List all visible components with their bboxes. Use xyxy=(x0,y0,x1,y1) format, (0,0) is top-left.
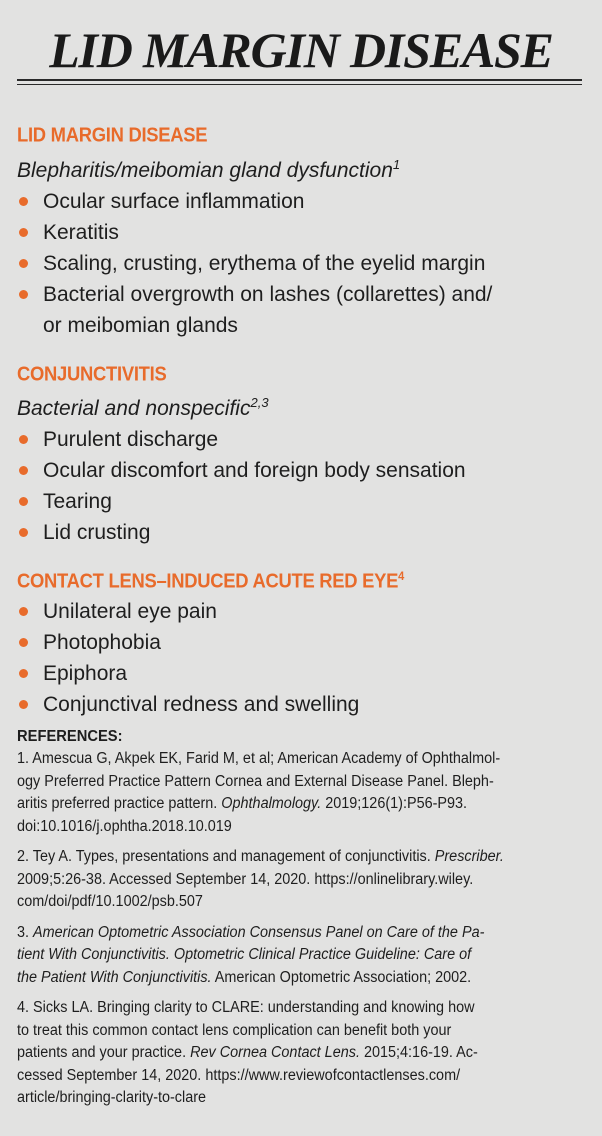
list-item: Keratitis xyxy=(17,217,589,248)
page-title: LID MARGIN DISEASE xyxy=(49,22,553,78)
bullet-list xyxy=(17,424,589,548)
list-item: Ocular surface inflammation xyxy=(17,186,589,217)
bullet-icon xyxy=(19,607,28,616)
reference-4: 4. Sicks LA. Bringing clarity to CLARE: understanding and knowing how to treat this common contact lens complication can benefit both your patients and your practice. Rev Cornea Contact Lens. 2015;4:16-19. Ac- cessed September 14, 2020. https://www.reviewofcontactlenses.com/ article/bringing-clarity-to-clare xyxy=(17,999,478,1106)
list-item: Tearing xyxy=(17,486,589,517)
bullet-icon xyxy=(19,669,28,678)
list-item: Ocular discomfort and foreign body sensation xyxy=(17,455,589,486)
bullet-icon xyxy=(19,197,28,206)
bullet-icon xyxy=(19,528,28,537)
bullet-list xyxy=(17,186,589,341)
list-item: Scaling, crusting, erythema of the eyelid margin xyxy=(17,248,589,279)
reference-2: 2. Tey A. Types, presentations and management of conjunctivitis. Prescriber. 2009;5:26-38. Accessed September 14, 2020. https://onlinelibrary.wiley. com/doi/pdf/10.1002/psb.507 xyxy=(17,848,504,910)
bullet-list xyxy=(17,596,589,720)
list-item: Photophobia xyxy=(17,627,589,658)
title-rule-thin xyxy=(17,84,582,85)
references xyxy=(17,726,585,1118)
bullet-icon xyxy=(19,638,28,647)
list-item: Purulent discharge xyxy=(17,424,589,455)
section-heading: CONTACT LENS–INDUCED ACUTE RED EYE$^4$ xyxy=(17,569,405,593)
reference-1: 1. Amescua G, Akpek EK, Farid M, et al; American Academy of Ophthalmol- ogy Preferred Practice Pattern Cornea and External Disease Panel. Bleph- aritis preferred practice pattern. Ophthalmology. 2019;126(1):P56-P93. doi:10.1016/j.ophtha.2018.10.019 xyxy=(17,750,501,835)
bullet-icon xyxy=(19,700,28,709)
content xyxy=(17,116,589,720)
section-heading: LID MARGIN DISEASE xyxy=(17,124,208,147)
title-rule-thick xyxy=(17,79,582,81)
bullet-icon xyxy=(19,497,28,506)
section-conjunctivitis xyxy=(17,355,589,549)
list-item: Epiphora xyxy=(17,658,589,689)
reference-3: 3. American Optometric Association Consensus Panel on Care of the Pa- tient With Conjunctivitis. Optometric Clinical Practice Guideline: Care of the Patient With Conjunctivitis. American Optometric Association; 2002. xyxy=(17,923,485,986)
bullet-icon xyxy=(19,435,28,444)
list-item: Lid crusting xyxy=(17,517,589,548)
bullet-icon xyxy=(19,228,28,237)
references-heading: REFERENCES: xyxy=(17,728,123,745)
section-subtitle: Bacterial and nonspecific$^{2,3}$ xyxy=(17,395,269,421)
section-heading: CONJUNCTIVITIS xyxy=(17,363,167,386)
list-item: Conjunctival redness and swelling xyxy=(17,689,589,720)
bullet-icon xyxy=(19,259,28,268)
section-contact-lens-red-eye xyxy=(17,562,589,720)
list-item: Bacterial overgrowth on lashes (collarettes) and/ or meibomian glands xyxy=(17,279,589,341)
section-lid-margin-disease xyxy=(17,116,589,341)
list-item: Unilateral eye pain xyxy=(17,596,589,627)
bullet-icon xyxy=(19,466,28,475)
bullet-icon xyxy=(19,290,28,299)
section-subtitle: Blepharitis/meibomian gland dysfunction$^1$ xyxy=(17,156,401,182)
